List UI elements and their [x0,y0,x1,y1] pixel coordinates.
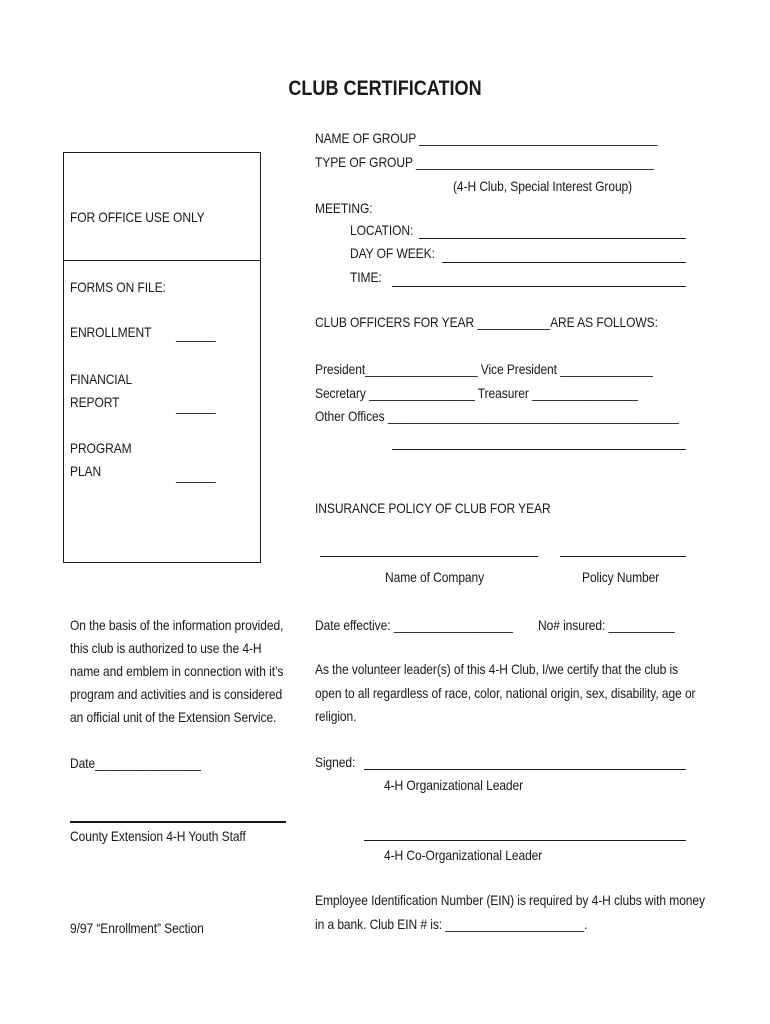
leader-signature-line[interactable] [364,769,686,770]
ein-text-line1: Employee Identification Number (EIN) is required by 4-H clubs with money [315,892,705,908]
financial-check-blank[interactable]: ______ [176,398,216,414]
certify-text-line2: open to all regardless of race, color, national origin, sex, disability, age or [315,685,696,701]
office-use-heading: FOR OFFICE USE ONLY [70,209,205,225]
authorization-text-line4: program and activities and is considered [70,686,283,702]
insurance-heading: INSURANCE POLICY OF CLUB FOR YEAR [315,500,551,516]
type-of-group-hint: (4-H Club, Special Interest Group) [453,178,633,194]
authorization-text-line1: On the basis of the information provided, [70,617,284,633]
secretary-treasurer-fields[interactable]: Secretary ________________ Treasurer ________________ [315,385,638,401]
other-offices-field[interactable]: Other Offices ____________________________________________ [315,408,679,424]
signed-label: Signed: [315,754,356,770]
president-vice-president-fields[interactable]: President_________________ Vice President ______________ [315,361,653,377]
co-leader-label: 4-H Co-Organizational Leader [384,847,543,863]
program-label-line1: PROGRAM [70,440,132,456]
footer-note: 9/97 “Enrollment” Section [70,920,204,936]
authorization-text-line3: name and emblem in connection with it’s [70,663,284,679]
location-field[interactable] [419,238,686,239]
policy-number-label: Policy Number [582,569,660,585]
meeting-heading: MEETING: [315,200,373,216]
certify-text-line1: As the volunteer leader(s) of this 4-H Club, I/we certify that the club is [315,661,679,677]
company-name-field[interactable] [320,556,538,557]
authorization-text-line5: an official unit of the Extension Service. [70,709,277,725]
leader-label: 4-H Organizational Leader [384,777,524,793]
county-staff-signature-line[interactable] [70,821,286,823]
forms-on-file-label: FORMS ON FILE: [70,279,166,295]
co-leader-signature-line[interactable] [364,840,686,841]
club-officers-heading: CLUB OFFICERS FOR YEAR ___________ARE AS FOLLOWS: [315,314,658,330]
program-check-blank[interactable]: ______ [176,467,216,483]
authorization-text-line2: this club is authorized to use the 4-H [70,640,262,656]
location-label: LOCATION: [350,222,414,238]
time-field[interactable] [392,286,686,287]
county-staff-label: County Extension 4-H Youth Staff [70,828,246,844]
date-effective-field[interactable]: Date effective: __________________ [315,617,513,633]
program-label-line2: PLAN [70,463,102,479]
number-insured-field[interactable]: No# insured: __________ [538,617,675,633]
day-of-week-label: DAY OF WEEK: [350,245,435,261]
enrollment-label: ENROLLMENT [70,324,152,340]
financial-label-line1: FINANCIAL [70,371,133,387]
ein-text-line2[interactable]: in a bank. Club EIN # is: _____________________. [315,916,588,932]
financial-label-line2: REPORT [70,394,120,410]
day-of-week-field[interactable] [442,262,686,263]
office-box-divider [63,260,261,261]
name-of-group-field[interactable]: NAME OF GROUP ____________________________________ [315,130,658,146]
time-label: TIME: [350,269,382,285]
certify-text-line3: religion. [315,708,357,724]
date-field[interactable]: Date________________ [70,755,201,771]
enrollment-check-blank[interactable]: ______ [176,326,216,342]
policy-number-field[interactable] [560,556,686,557]
other-offices-extra-line[interactable] [392,449,686,450]
type-of-group-field[interactable]: TYPE OF GROUP ____________________________________ [315,154,654,170]
page-title: CLUB CERTIFICATION [288,77,482,100]
company-name-label: Name of Company [385,569,485,585]
